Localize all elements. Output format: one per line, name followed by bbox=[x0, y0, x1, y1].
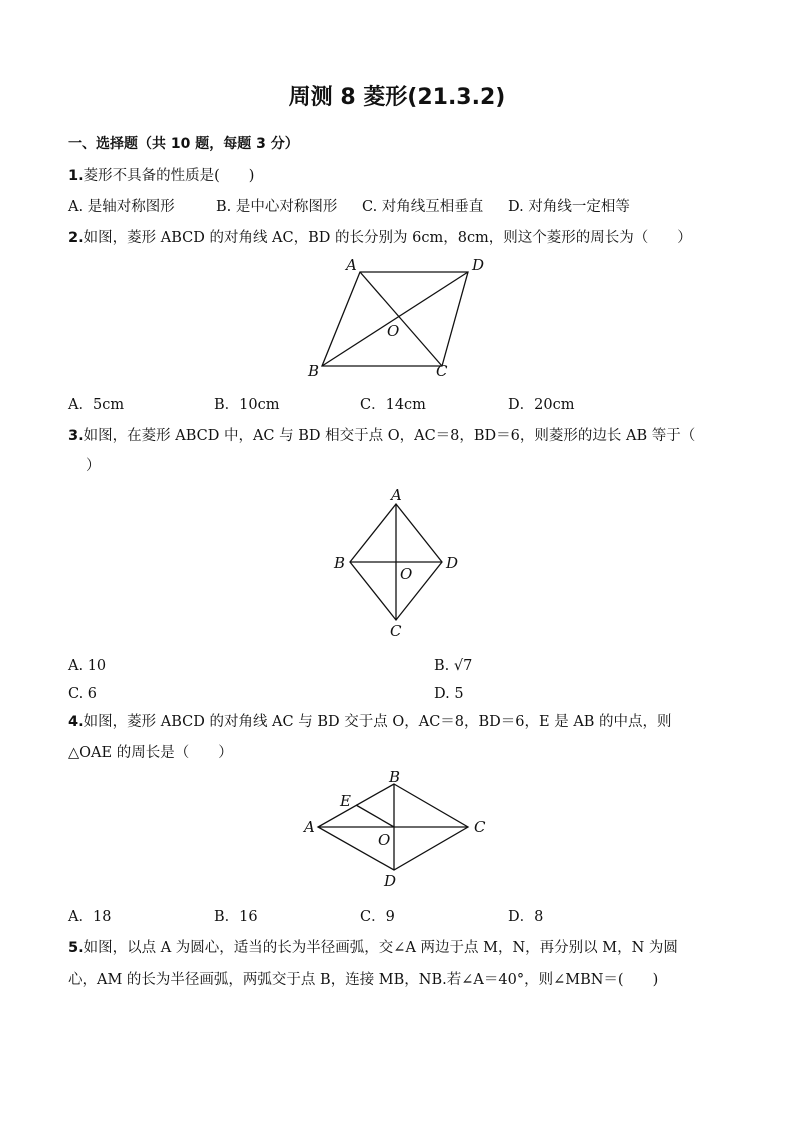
diagonal-ac bbox=[360, 272, 442, 366]
label-o: O bbox=[400, 565, 413, 583]
label-a: A bbox=[304, 818, 315, 836]
label-b: B bbox=[334, 554, 346, 572]
question-text: 菱形不具备的性质是( ) bbox=[83, 168, 255, 184]
q1-option-b: B. 是中心对称图形 bbox=[216, 199, 338, 215]
question-2 bbox=[68, 228, 728, 248]
section-heading: 一、选择题（共 10 题，每题 3 分） bbox=[68, 136, 299, 152]
q1-option-c: C. 对角线互相垂直 bbox=[362, 199, 484, 215]
label-o: O bbox=[378, 831, 391, 849]
label-c: C bbox=[390, 622, 402, 640]
question-3 bbox=[68, 426, 728, 446]
q1-option-a: A. 是轴对称图形 bbox=[68, 199, 175, 215]
q3-rhombus-figure bbox=[328, 484, 468, 644]
q3-option-c: C. 6 bbox=[68, 686, 98, 702]
question-1 bbox=[68, 166, 728, 186]
question-number: 4. bbox=[68, 714, 84, 730]
q2-option-c: C．14cm bbox=[360, 397, 426, 413]
label-e: E bbox=[340, 792, 351, 810]
q2-option-b: B．10cm bbox=[214, 397, 280, 413]
question-text: 如图，菱形 ABCD 的对角线 AC 与 BD 交于点 O，AC＝8，BD＝6，E 是 AB 的中点，则 bbox=[83, 714, 672, 730]
q2-option-a: A．5cm bbox=[68, 397, 125, 413]
label-d: D bbox=[384, 872, 397, 890]
q3-option-b: B. √7 bbox=[434, 658, 473, 674]
q4-option-a: A．18 bbox=[68, 909, 112, 925]
q4-rhombus-figure bbox=[296, 768, 496, 892]
question-number: 2. bbox=[68, 230, 84, 246]
question-3-continued: ） bbox=[86, 458, 101, 474]
q4-option-b: B．16 bbox=[214, 909, 258, 925]
label-b: B bbox=[389, 768, 401, 786]
label-a: A bbox=[346, 256, 357, 274]
question-5 bbox=[68, 938, 728, 958]
question-text: 如图，在菱形 ABCD 中，AC 与 BD 相交于点 O，AC＝8，BD＝6，则菱形的边长 AB 等于（ bbox=[83, 428, 696, 444]
question-4 bbox=[68, 712, 728, 732]
label-a: A bbox=[391, 486, 402, 504]
q3-option-a: A. 10 bbox=[68, 658, 107, 674]
q1-option-d: D. 对角线一定相等 bbox=[508, 199, 630, 215]
question-number: 3. bbox=[68, 428, 84, 444]
label-b: B bbox=[308, 362, 320, 380]
label-d: D bbox=[446, 554, 459, 572]
label-o: O bbox=[387, 322, 400, 340]
q3-option-d: D. 5 bbox=[434, 686, 464, 702]
q2-rhombus-figure bbox=[300, 252, 500, 384]
q4-option-d: D．8 bbox=[508, 909, 544, 925]
label-d: D bbox=[472, 256, 485, 274]
page-title: 周测 8 菱形(21.3.2) bbox=[288, 85, 506, 110]
question-text: 如图，菱形 ABCD 的对角线 AC，BD 的长分别为 6cm，8cm，则这个菱形的周长为（ ） bbox=[83, 230, 692, 246]
question-5-continued: 心，AM 的长为半径画弧，两弧交于点 B，连接 MB，NB.若∠A＝40°，则∠MBN＝( ) bbox=[68, 972, 659, 988]
label-c: C bbox=[474, 818, 486, 836]
question-number: 1. bbox=[68, 168, 84, 184]
q4-option-c: C．9 bbox=[360, 909, 395, 925]
question-number: 5. bbox=[68, 940, 84, 956]
segment-oe bbox=[356, 805, 394, 827]
label-c: C bbox=[436, 362, 448, 380]
q2-option-d: D．20cm bbox=[508, 397, 575, 413]
question-4-continued: △OAE 的周长是（ ） bbox=[68, 745, 233, 761]
question-text: 如图，以点 A 为圆心，适当的长为半径画弧，交∠A 两边于点 M，N，再分别以 M，N 为圆 bbox=[83, 940, 678, 956]
